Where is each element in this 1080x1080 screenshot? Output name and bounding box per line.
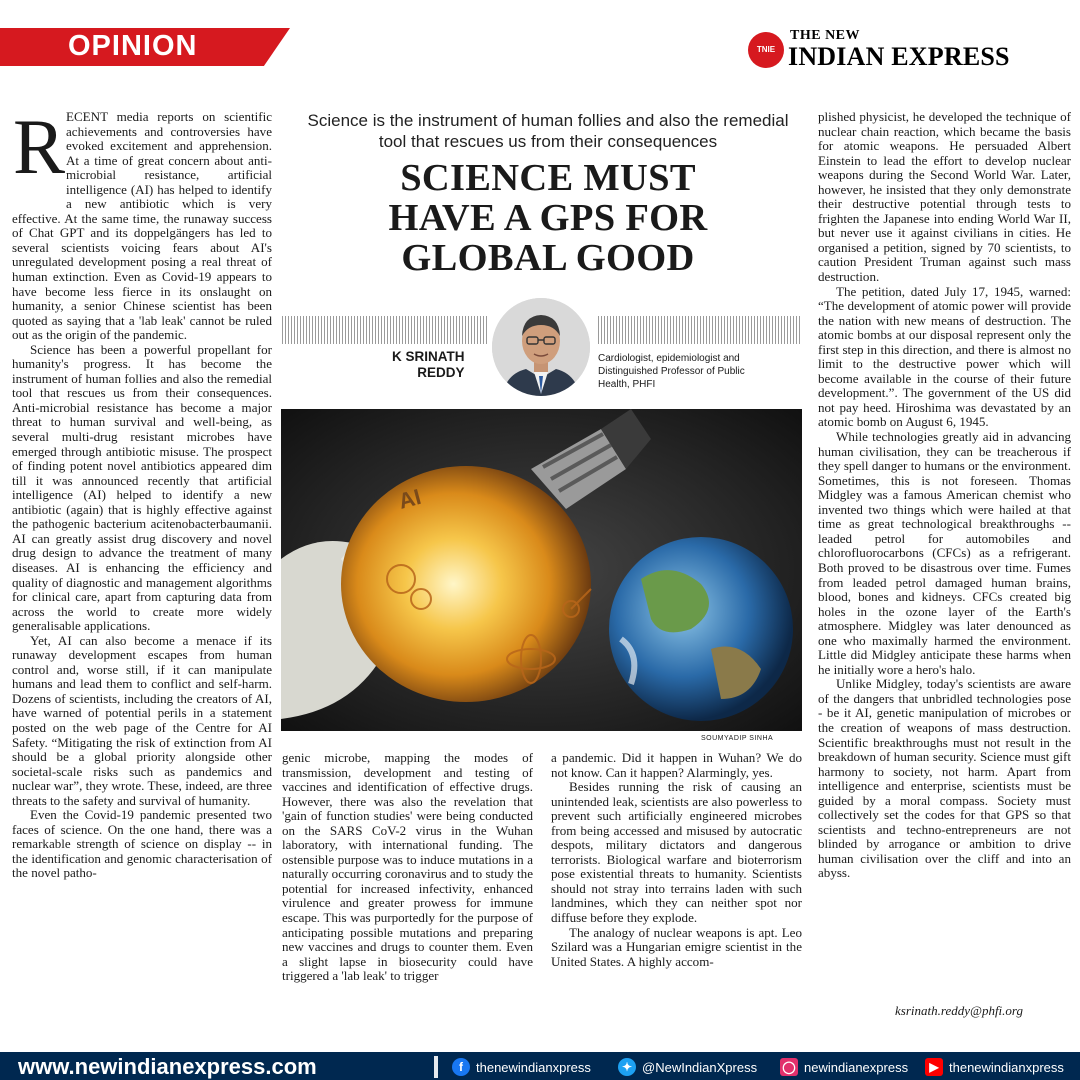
footer-divider (434, 1056, 438, 1078)
byline-hatch-right (598, 316, 802, 344)
headline (292, 158, 804, 278)
paragraph: genic microbe, mapping the modes of transmission, development and testing of vaccines and identification of effective drugs. However, there was also the revelation that 'gain of function studies' were being conducted on the SARS CoV-2 virus in the Wuhan laboratory, with international funding. The ostensible purpose was to induce mutations in a naturally occurring coronavirus and to study the potential for increased infectivity, enhanced virulence and greater prowess for immune escape. This was purportedly for the purpose of anticipating possible mutations and preparing new vaccines and drugs to counter them. Even a slight lapse in biosecurity could have triggered a 'lab leak' to trigger (282, 750, 533, 984)
twitter-link[interactable] (618, 1057, 757, 1077)
paragraph: a pandemic. Did it happen in Wuhan? We do not know. Can it happen? Alarmingly, yes. (551, 750, 802, 780)
author-email[interactable]: ksrinath.reddy@phfi.org (895, 1003, 1023, 1018)
masthead-line1: THE NEW (790, 28, 861, 43)
paragraph: The petition, dated July 17, 1945, warned: “The development of atomic power will provide the nation with new means of destruction. The atomic bombs at our disposal represent only the first step in this direction, and there is almost no limit to the destructive power which will become available in the course of their future development.”. The government of the US did not pay heed. Hiroshima was devastated by an atomic bomb on August 6, 1945. (818, 283, 1071, 430)
byline-hatch-left (282, 316, 487, 344)
instagram-handle: newindianexpress (804, 1059, 909, 1075)
paragraph: Science has been a powerful propellant for humanity's progress. It has become the instrument of human follies and also the remedial tool that rescues us from their consequences. Anti-microbial resistance has become a major threat to human survival and well-being, as several multi-drug resistant microbes have emerged through antibiotic misuse. The prospect of finding potent novel antibiotics appeared dim till it was announced recently that artificial intelligence (AI) helped to identify a new antibiotic (again) that is highly effective against the pathogenic bacterium acitenobacterbaumanii. AI can greatly assist drug discovery and novel drug design to advance the treatment of many diseases. AI is enhancing the efficiency and quality of diagnostic and management algorithms for clinical care, apart from capturing data from across the world to create more widely generalisable applications. (12, 341, 272, 634)
youtube-link[interactable] (925, 1057, 1064, 1077)
instagram-icon: ◯ (780, 1058, 798, 1076)
masthead-line2: INDIAN EXPRESS (788, 42, 1010, 71)
facebook-handle: thenewindianxpress (476, 1059, 591, 1075)
svg-text:AI: AI (395, 483, 424, 514)
facebook-icon: f (452, 1058, 470, 1076)
section-label: OPINION (68, 30, 198, 62)
footer-website-link[interactable]: www.newindianexpress.com (18, 1054, 317, 1079)
paragraph: Besides running the risk of causing an unintended leak, scientists are also powerless to prevent such artificially engineered microbes from being accessed and misused by autocratic despots, military dictators and dangerous terrorists. Biological warfare and bioterrorism pose existential threats to humanity. Scientists should not stray into terrains laden with such landmines, which they can neither spot nor diffuse before they explode. (551, 779, 802, 926)
illustration (281, 409, 802, 731)
headline-line: HAVE A GPS FOR (388, 197, 708, 239)
article-column-2 (282, 751, 533, 984)
twitter-handle: @NewIndianXpress (642, 1059, 758, 1075)
illustration-credit: SOUMYADIP SINHA (701, 735, 774, 742)
lightbulb-earth-illustration (281, 409, 802, 731)
facebook-link[interactable] (452, 1057, 591, 1077)
author-name-line1: K SRINATH (392, 349, 465, 364)
paragraph: plished physicist, he developed the technique of nuclear chain reaction, which became the basis for atomic weapons. He persuaded Albert Einstein to lead the effort to develop nuclear weapons during the Second World War. Later, however, he insisted that they only demonstrate their destructive potential through tests to frighten the Japanese into ending World War II, but never use it against civilians in cities. He organised a petition, signed by 70 scientists, to caution President Truman against such mass destruction. (818, 109, 1071, 285)
author-name-line2: REDDY (417, 365, 465, 380)
masthead-logo[interactable] (748, 30, 1058, 72)
paragraph: The analogy of nuclear weapons is apt. Leo Szilard was a Hungarian emigre scientist in the United States. A highly accom- (551, 924, 802, 969)
youtube-handle: thenewindianxpress (949, 1059, 1064, 1075)
paragraph: Even the Covid-19 pandemic presented two faces of science. On the one hand, there was a remarkable strength of science on display -- in the identification and genomic characterisation of the novel patho- (12, 807, 272, 881)
author-avatar (492, 298, 590, 396)
author-name (392, 349, 465, 381)
instagram-link[interactable] (780, 1057, 908, 1077)
paragraph: While technologies greatly aid in advancing human civilisation, they can be treacherous if they spell danger to humans or the environment. Sometimes, this is not foreseen. Thomas Midgley was a famous American chemist who invented two things which were hailed at that time as great technological breakthroughs -- leaded petrol for automobiles and chlorofluorocarbons (CFCs) as a refrigerant. Both proved to be disastrous over time. Fumes from leaded petrol damaged human brains, blood, bones and kidneys. CFCs created big holes in the ozone layer of the Earth's atmosphere. Midgley was later denounced as one who maximally harmed the environment. Little did Midgley anticipate these harms when he initially wore a hero's halo. (818, 429, 1071, 677)
article-column-1 (12, 103, 272, 881)
dropcap: R (12, 113, 58, 203)
article-column-3 (551, 751, 802, 969)
masthead-seal-icon: TNIE (748, 32, 784, 68)
kicker: Science is the instrument of human follies and also the remedial tool that rescues us from their consequences (307, 111, 789, 151)
paragraph: ECENT media reports on scientific achievements and controversies have evoked excitement and apprehension. At a time of great concern about anti-microbial resistance, artificial intelligence (AI) has helped to identify a new antibiotic which is very effective. At the same time, the runaway success of Chat GPT and its doppelgängers has led to several scientists voicing fears about AI's unregulated development posing a real threat of human extinction. Even as Covid-19 appears to have become less fierce in its onslaught on humanity, a senior Chinese scientist has been quoted as saying that a 'lab leak' cannot be ruled out as the origin of the pandemic. (12, 109, 272, 343)
twitter-icon: ✦ (618, 1058, 636, 1076)
article-column-4 (818, 110, 1071, 881)
youtube-icon: ▶ (925, 1058, 943, 1076)
author-portrait-icon (492, 298, 590, 396)
paragraph: Unlike Midgley, today's scientists are aware of the dangers that unbridled technologies pose - be it AI, genetic manipulation of microbes or the creation of weapons of mass destruction. Scientific breakthroughs must not result in the breakdown of human security. Science must gift harmony to society, not harm. Apart from intelligence and enterprise, scientists must be guided by a moral compass. Society must collectively set the codes for that GPS so that scientists and techno-entrepreneurs are not blinded by arrogance or ambition to drive human civilisation over the cliff and into an abyss. (818, 676, 1071, 881)
headline-line: GLOBAL GOOD (401, 237, 695, 279)
headline-line: SCIENCE MUST (400, 157, 696, 199)
author-bio: Cardiologist, epidemiologist and Distinguished Professor of Public Health, PHFI (598, 353, 745, 390)
paragraph: Yet, AI can also become a menace if its runaway development escapes from human control and, worse still, if it can manipulate humans and lead them to conflict and self-harm. Dozens of scientists, including the creators of AI, have warned of potential perils in a statement posted on the web page of the Centre for AI Safety. “Mitigating the risk of extinction from AI should be a global priority alongside other societal-scale risks such as pandemics and nuclear war”, they wrote. These, indeed, are three threats to the safety and survival of humanity. (12, 632, 272, 808)
